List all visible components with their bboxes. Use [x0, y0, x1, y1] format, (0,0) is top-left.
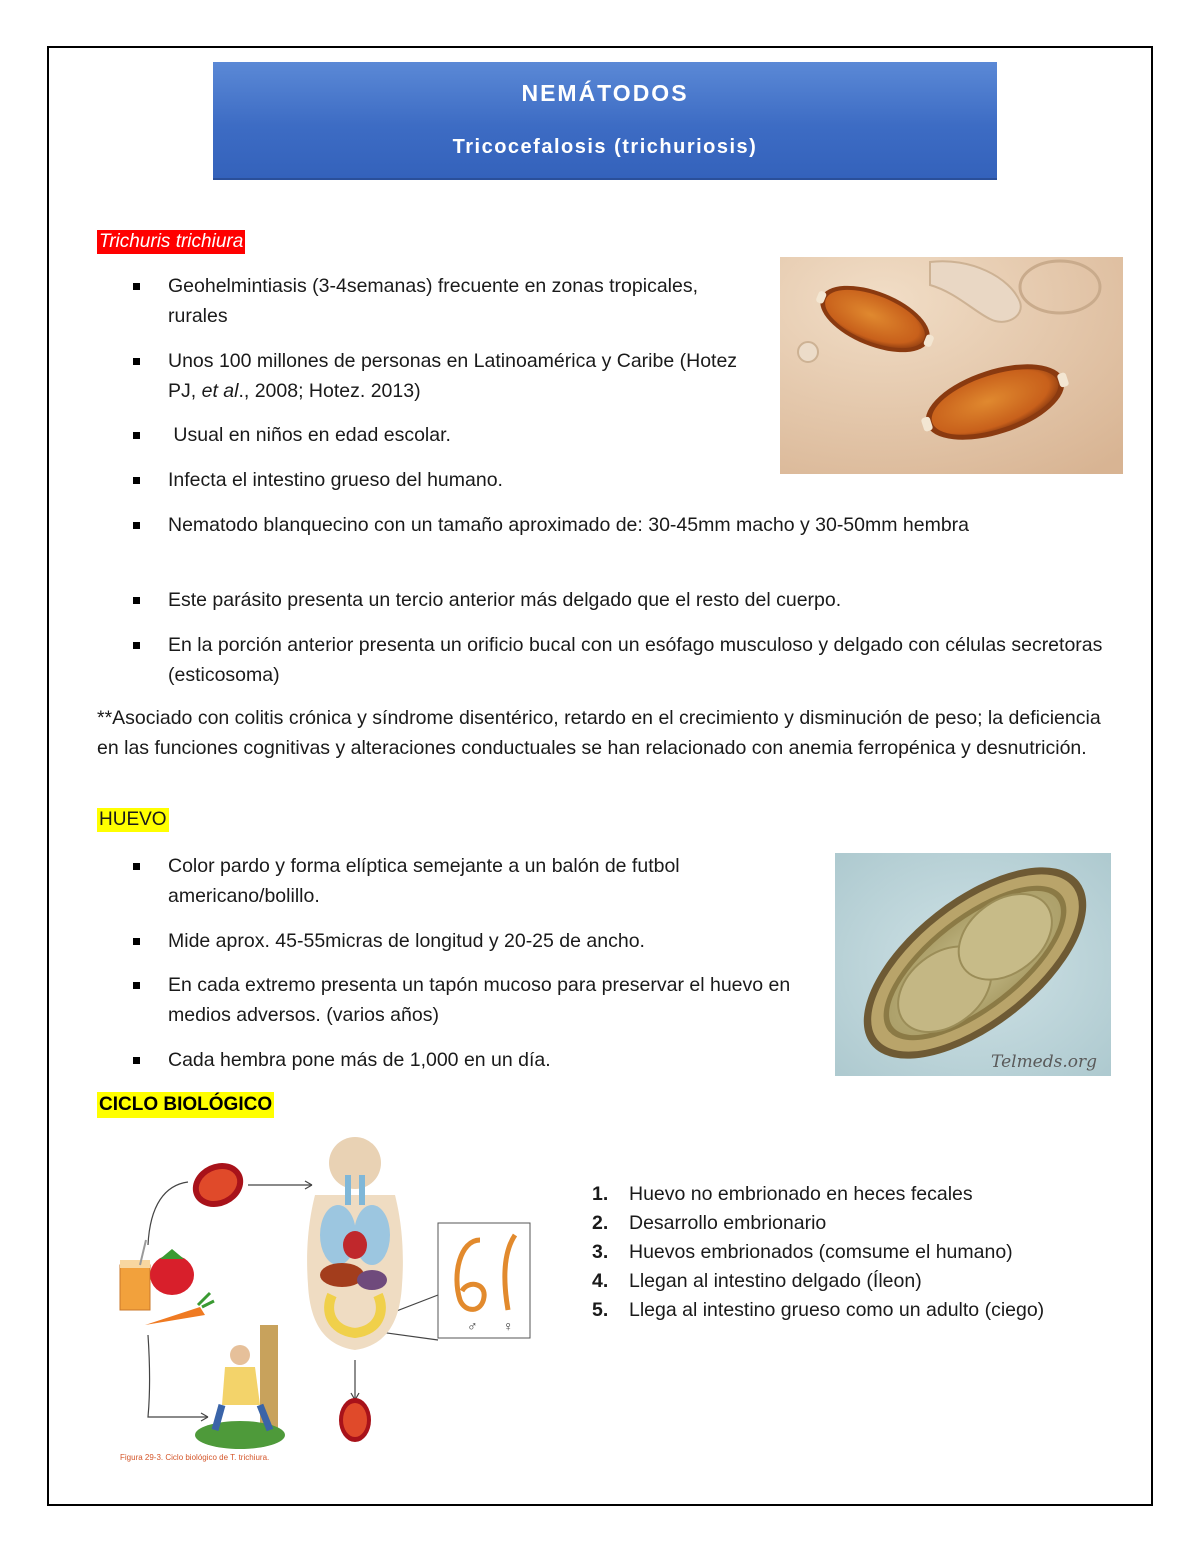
bullet-marker: [133, 642, 140, 649]
step-text: Huevos embrionados (comsume el humano): [629, 1241, 1013, 1263]
adult-worms-inset: [438, 1223, 530, 1338]
list-item: [592, 1209, 1132, 1238]
bullet-text: Geohelmintiasis (3-4semanas) frecuente en zonas tropicales, rurales: [168, 275, 699, 327]
bullet-text: Infecta el intestino grueso del humano.: [168, 469, 503, 491]
step-number: 4.: [592, 1270, 609, 1292]
step-number: 1.: [592, 1183, 609, 1205]
bullet-text: Este parásito presenta un tercio anterior más delgado que el resto del cuerpo.: [168, 589, 842, 611]
bullet-marker: [133, 982, 140, 989]
bullet-text: Mide aprox. 45-55micras de longitud y 20-25 de ancho.: [168, 930, 645, 952]
female-symbol: ♀: [503, 1318, 514, 1334]
list-item: [592, 1296, 1062, 1325]
step-number: 2.: [592, 1212, 609, 1234]
person-in-soil-icon: [195, 1325, 285, 1449]
figure-caption: Figura 29-3. Ciclo biológico de T. trichiura.: [120, 1453, 270, 1462]
egg-icon-bottom: [339, 1398, 371, 1442]
step-text: Llega al intestino grueso como un adulto (ciego): [629, 1299, 1045, 1321]
single-egg-photo: [835, 853, 1111, 1076]
banner-subtitle: Tricocefalosis (trichuriosis): [452, 136, 758, 158]
step-number: 3.: [592, 1241, 609, 1263]
bullet-marker: [133, 283, 140, 290]
step-number: 5.: [592, 1299, 609, 1321]
step-text: Llegan al intestino delgado (Íleon): [629, 1270, 922, 1292]
bullet-text: En cada extremo presenta un tapón mucoso para preservar el huevo en medios adversos. (varios años): [168, 974, 791, 1026]
step-text: Huevo no embrionado en heces fecales: [629, 1183, 973, 1205]
bullet-text: Nematodo blanquecino con un tamaño aproximado de: 30-45mm macho y 30-50mm hembra: [168, 514, 970, 536]
life-cycle-figure: [110, 1135, 550, 1465]
bullet-marker: [133, 477, 140, 484]
banner-title: NEMÁTODOS: [521, 80, 689, 106]
bullet-text: Color pardo y forma elíptica semejante a un balón de futbol americano/bolillo.: [168, 855, 680, 907]
cycle-section-label: CICLO BIOLÓGICO: [97, 1092, 274, 1118]
contaminated-food-icon: [120, 1240, 214, 1325]
bullet-text: Cada hembra pone más de 1,000 en un día.: [168, 1049, 551, 1071]
bullet-text: Unos 100 millones de personas en Latinoamérica y Caribe (Hotez PJ, et al., 2008; Hotez. 2013): [168, 350, 738, 402]
bullet-text: Usual en niños en edad escolar.: [168, 424, 451, 446]
bullet-marker: [133, 938, 140, 945]
photo-watermark: Telmeds.org: [991, 1052, 1097, 1072]
bullet-marker: [133, 1057, 140, 1064]
bullet-marker: [133, 358, 140, 365]
trichuris-eggs-photo: [780, 257, 1123, 474]
list-item: [592, 1180, 1132, 1209]
bullet-marker: [133, 863, 140, 870]
bullet-marker: [133, 597, 140, 604]
bullet-text: En la porción anterior presenta un orificio bucal con un esófago musculoso y delgado con células secretoras (esticosoma): [168, 634, 1103, 686]
list-item: [592, 1238, 1132, 1267]
species-label: Trichuris trichiura: [99, 231, 244, 252]
bullet-marker: [133, 432, 140, 439]
title-banner: [213, 62, 997, 180]
bullet-marker: [133, 522, 140, 529]
clinical-note: **Asociado con colitis crónica y síndrome disentérico, retardo en el crecimiento y disminución de peso; la deficiencia en las funciones cognitivas y alteraciones conductuales se han relacionado con anemia ferropénica y desnutrición.: [97, 707, 1101, 759]
list-item: [592, 1267, 1132, 1296]
cycle-steps-list: [592, 1180, 1132, 1325]
human-body-icon: [307, 1137, 403, 1350]
egg-icon-top: [186, 1155, 251, 1215]
step-text: Desarrollo embrionario: [629, 1212, 827, 1234]
male-symbol: ♂: [467, 1318, 478, 1334]
egg-section-label: HUEVO: [99, 809, 167, 830]
